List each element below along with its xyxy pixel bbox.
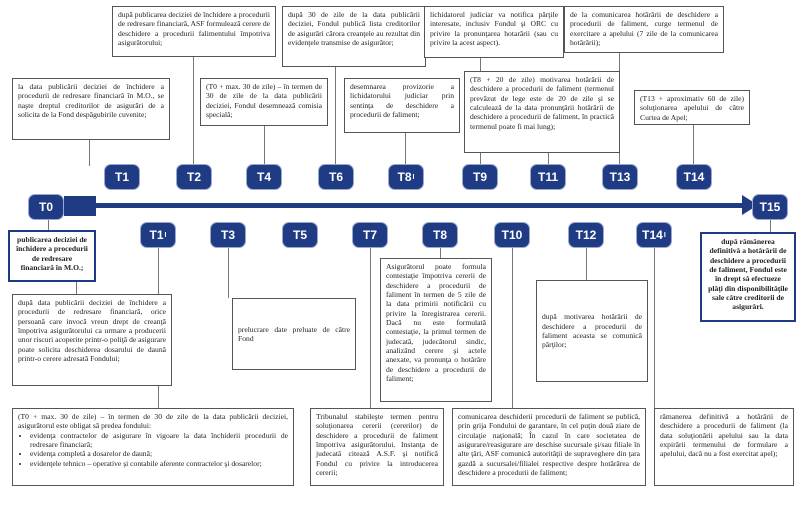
step-t2-text: după publicarea deciziei de închidere a procedurii de redresare financiară, ASF formulează cerere de deschidere a procedurii falimentului împotriva asigurătorului;	[118, 10, 270, 47]
milestone-t14i-sup: I	[663, 231, 666, 239]
milestone-t4-label: T4	[256, 170, 271, 184]
step-t8i-text: desemnarea provizorie a lichidatorului judiciar prin sentinţa de deschidere a procedurii de faliment;	[350, 82, 454, 119]
milestone-t2-label: T2	[186, 170, 201, 184]
step-t3-intro: (T0 + max. 30 de zile) – în termen de 30 de zile de la data publicării deciziei, asigurătorul este obligat să predea fondului:	[18, 412, 288, 431]
step-t14i-text: rămanerea definitivă a hotărârii de deschidere a procedurii de faliment (la data soluţionării apelului sau la data expirării termenului de formulare a apelului, dacă nu a fost exercitat apel);	[660, 412, 788, 459]
step-t1i-text: după data publicării deciziei de închidere a procedurii de redresare financiară, orice persoană care invocă vreun drept de creanţă împotriva asigurătorului ca urmare a producerii unor riscuri acoperite printr-o poliţă de asigurare poate solicita deschiderea dosarului de daună printr-o cerere adresată Fondului;	[18, 298, 166, 363]
connector-t12	[586, 246, 587, 280]
connector-t1	[89, 140, 90, 166]
step-t13-box	[564, 6, 724, 53]
step-t3-item: • evidenţele tehnico – operative şi contabile aferente contractelor şi dosarelor;	[30, 459, 288, 468]
milestone-t9-label: T9	[472, 170, 487, 184]
milestone-t4	[246, 164, 282, 190]
milestone-t14-label: T14	[683, 170, 705, 184]
milestone-t12-label: T12	[575, 228, 597, 242]
milestone-t8	[422, 222, 458, 248]
milestone-t8i-sup: I	[412, 173, 415, 181]
milestone-t5	[282, 222, 318, 248]
connector-t14	[693, 125, 694, 166]
step-t7-text: Tribunalul stabileşte termen pentru soluţionarea cererii (cererilor) de deschidere a procedurii de faliment împotriva asigurătorului. Instanţa de judecată citează A.S.F. şi notifică Fondul cu privire la introducerea cererii;	[316, 412, 438, 477]
milestone-t1i-label: T1	[149, 228, 164, 242]
step-t0-text: publicarea deciziei de închidere a procedurii de redresare financiară în M.O.;	[16, 235, 88, 272]
milestone-t8i-label: T8	[397, 170, 412, 184]
milestone-t12	[568, 222, 604, 248]
step-t15-text: după rămânerea definitivă a hotărârii de deschidere a procedurii de faliment, Fondul este în drept să efectueze plăţi din disponibilităţile sale către creditorii de asigurări.	[708, 237, 788, 312]
milestone-t7-label: T7	[362, 228, 377, 242]
step-t7-box	[310, 408, 444, 486]
milestone-t7	[352, 222, 388, 248]
connector-t7	[370, 246, 371, 408]
milestone-t3-label: T3	[220, 228, 235, 242]
step-t4-box	[200, 78, 328, 126]
step-t11-box	[464, 71, 620, 153]
milestone-t1	[104, 164, 140, 190]
step-t4-text: (T0 + max. 30 de zile) – în termen de 30 de zile de la data publicării deciziei, Fondul desemnează comisia specială;	[206, 82, 322, 119]
milestone-t8-label: T8	[432, 228, 447, 242]
step-t9-box	[424, 6, 564, 58]
step-t14-box	[634, 90, 750, 125]
step-t12-text: după motivarea hotărârii de deschidere a procedurii de faliment aceasta se comunică părţilor;	[542, 312, 642, 350]
milestone-t11-label: T11	[537, 170, 558, 184]
step-t8-box	[380, 258, 492, 402]
milestone-t14i-label: T14	[642, 228, 663, 242]
connector-t14i	[654, 246, 655, 408]
step-t3-box	[12, 408, 294, 486]
milestone-t5-label: T5	[292, 228, 307, 242]
step-t2-box	[112, 6, 276, 57]
step-t10-text: comunicarea deschiderii procedurii de faliment se publică, prin grija Fondului de garantare, în cel puţin două ziare de circulaţie naţională; În cazul în care societatea de asigurare/reasigurare are deschise sucursale şi/sau filiale în alte ţări, ASF comunică autorităţii de supraveghere din ţara gazdă a sucursalei/filialei respective despre hotărârea de deschidere a procedurii de faliment;	[458, 412, 640, 477]
timeline-start-block	[64, 196, 96, 216]
timeline-axis	[48, 203, 750, 208]
step-t8-text: Asigurătorul poate formula contestaţie împotriva cererii de deschidere a procedurii de faliment în termen de 5 zile de la data primirii notificării cu privire la înregistrarea cererii. Dacă nu este formulată contestaţie, la primul termen de judecată, judecătorul sindic, analizând cerere şi actele anexate, va pronunţa o hotărâre de deschidere a procedurii de faliment;	[386, 262, 486, 383]
milestone-t13	[602, 164, 638, 190]
step-t1-box	[12, 78, 170, 140]
step-t1i-box	[12, 294, 172, 386]
step-t13-text: de la comunicarea hotărârii de deschidere a procedurii de faliment, curge termenul de exercitare a apelului (7 zile de la comunicarea hotărârii);	[570, 10, 718, 47]
milestone-t9	[462, 164, 498, 190]
step-t0-box	[8, 230, 96, 282]
milestone-t11	[530, 164, 566, 190]
step-t3-item: • evidenţa contractelor de asigurare în vigoare la data închiderii procedurii de redresare financiară;	[30, 431, 288, 450]
milestone-t6-label: T6	[328, 170, 343, 184]
milestone-t8i	[388, 164, 424, 190]
connector-t6	[335, 67, 336, 166]
step-t6-box	[282, 6, 426, 67]
connector-t10	[512, 246, 513, 408]
step-t8i-box	[344, 78, 460, 133]
milestone-t1i-sup: I	[164, 231, 167, 239]
connector-t2	[193, 57, 194, 166]
milestone-t15	[752, 194, 788, 220]
step-t12-box	[536, 280, 648, 382]
milestone-t10-label: T10	[501, 228, 523, 242]
step-t3-item: • evidenţa completă a dosarelor de daună;	[30, 449, 288, 458]
step-t9-text: lichidatorul judiciar va notifica părţile interesate, inclusiv Fondul şi ORC cu privire la pronunţarea hotarârii (sau cu privire la acest aspect).	[430, 10, 558, 47]
step-t14i-box	[654, 408, 794, 486]
milestone-t14	[676, 164, 712, 190]
milestone-t1-label: T1	[114, 170, 129, 184]
milestone-t3	[210, 222, 246, 248]
milestone-t1i	[140, 222, 176, 248]
step-t10-box	[452, 408, 646, 486]
milestone-t15-label: T15	[759, 200, 781, 214]
connector-t8i	[405, 133, 406, 166]
connector-t4	[264, 126, 265, 166]
connector-t5	[228, 246, 229, 298]
milestone-t6	[318, 164, 354, 190]
step-t5-box	[232, 298, 356, 370]
milestone-t2	[176, 164, 212, 190]
step-t5-text: prelucrare date preluate de către Fond	[238, 324, 350, 343]
step-t11-text: (T8 + 20 de zile) motivarea hotărârii de deschidere a procedurii de faliment (termenul prevăzut de lege este de 20 de zile şi se calculează de la data pronunţării hotărârii de deschidere a procedurii de faliment, în practică termenul poate fi mai lung);	[470, 75, 614, 131]
milestone-t0-label: T0	[38, 200, 53, 214]
step-t1-text: la data publicării deciziei de închidere a procedurii de redresare financiară în M.O., se naşte dreptul creditorilor de asigurări de a solicita de la Fond despăgubirile cuvenite;	[18, 82, 164, 119]
step-t6-text: după 30 de zile de la data publicării deciziei, Fondul publică lista creditorilor de asigurări cărora creanţele au rezultat din evidenţele transmise de asigurător;	[288, 10, 420, 47]
milestone-t10	[494, 222, 530, 248]
step-t14-text: (T13 + aproximativ 60 de zile) soluţionarea apelului de către Curtea de Apel;	[640, 94, 744, 122]
milestone-t0	[28, 194, 64, 220]
step-t15-box	[700, 232, 796, 322]
milestone-t13-label: T13	[609, 170, 631, 184]
milestone-t14i	[636, 222, 672, 248]
step-t3-list	[18, 431, 288, 468]
